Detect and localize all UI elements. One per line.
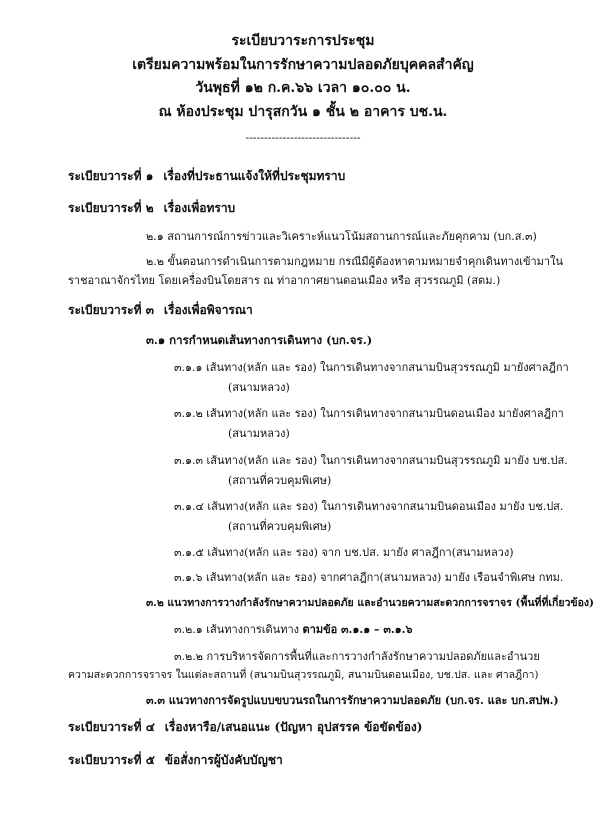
agenda-title: เรื่องหารือ/เสนอแนะ (ปัญหา อุปสรรค ข้อขัดข้อง): [164, 720, 423, 734]
agenda-label: ระเบียบวาระที่ ๕: [68, 753, 155, 767]
item-3-1-2-line2: (สนามหลวง): [228, 427, 290, 440]
agenda-title: ข้อสั่งการผู้บังคับบัญชา: [164, 753, 283, 767]
agenda-5: [68, 754, 283, 766]
item-3-2-2-line1: ๓.๒.๒ การบริหารจัดการพื้นที่และการวางกำลังรักษาความปลอดภัยและอำนวย: [174, 650, 540, 663]
agenda-label: ระเบียบวาระที่ ๓: [68, 303, 154, 317]
meeting-venue: ณ ห้องประชุม ปารุสกวัน ๑ ชั้น ๒ อาคาร บช.น.: [158, 104, 448, 120]
item-2-2-line1: ๒.๒ ขั้นตอนการดำเนินการตามกฎหมาย กรณีมีผู้ต้องหาตามหมายจำคุกเดินทางเข้ามาใน: [146, 255, 564, 268]
agenda-title: เรื่องเพื่อพิจารณา: [163, 303, 253, 317]
agenda-2: [68, 202, 235, 214]
header-divider: -------------------------------: [245, 131, 361, 144]
item-3-2: ๓.๒ แนวทางการวางกำลังรักษาความปลอดภัย และอำนวยความสะดวกการจราจร (พื้นที่ที่เกี่ยวข้อง): [146, 597, 594, 609]
agenda-title: เรื่องที่ประธานแจ้งให้ที่ประชุมทราบ: [163, 169, 346, 183]
item-3-1-4-line2: (สถานที่ควบคุมพิเศษ): [228, 520, 332, 533]
meeting-subject: เตรียมความพร้อมในการรักษาความปลอดภัยบุคคลสำคัญ: [132, 57, 474, 73]
agenda-label: ระเบียบวาระที่ ๔: [68, 720, 155, 734]
agenda-3: [68, 304, 253, 316]
item-3-1-3-line1: ๓.๑.๓ เส้นทาง(หลัก และ รอง) ในการเดินทางจากสนามบินสุวรรณภูมิ มายัง บช.ปส.: [174, 454, 568, 467]
item-3-2-1: [174, 624, 412, 635]
agenda-4: [68, 721, 422, 733]
document-title: ระเบียบวาระการประชุม: [231, 33, 375, 49]
agenda-title: เรื่องเพื่อทราบ: [163, 201, 236, 215]
item-3-1: ๓.๑ การกำหนดเส้นทางการเดินทาง (บก.จร.): [146, 333, 373, 347]
item-3-1-4-line1: ๓.๑.๔ เส้นทาง(หลัก และ รอง) ในการเดินทางจากสนามบินดอนเมือง มายัง บช.ปส.: [174, 500, 564, 513]
meeting-datetime: วันพุธที่ ๑๒ ก.ค.๖๖ เวลา ๑๐.๐๐ น.: [195, 80, 411, 96]
item-3-3: ๓.๓ แนวทางการจัดรูปแบบขบวนรถในการรักษาความปลอดภัย (บก.จร. และ บก.สปพ.): [146, 694, 559, 707]
item-3-1-5: ๓.๑.๕ เส้นทาง(หลัก และ รอง) จาก บช.ปส. มายัง ศาลฎีกา(สนามหลวง): [174, 546, 514, 559]
agenda-1: [68, 170, 345, 182]
agenda-label: ระเบียบวาระที่ ๒: [68, 201, 154, 215]
item-2-1: ๒.๑ สถานการณ์การข่าวและวิเคราะห์แนวโน้มสถานการณ์และภัยคุกคาม (บก.ส.๓): [146, 230, 537, 243]
item-3-1-6: ๓.๑.๖ เส้นทาง(หลัก และ รอง) จากศาลฎีกา(สนามหลวง) มายัง เรือนจำพิเศษ กทม.: [174, 571, 564, 584]
item-3-1-3-line2: (สถานที่ควบคุมพิเศษ): [228, 474, 332, 487]
item-3-1-2-line1: ๓.๑.๒ เส้นทาง(หลัก และ รอง) ในการเดินทางจากสนามบินดอนเมือง มายังศาลฎีกา: [174, 407, 564, 420]
item-3-1-1-line2: (สนามหลวง): [228, 381, 290, 394]
item-3-2-1-text: ๓.๒.๑ เส้นทางการเดินทาง: [174, 623, 303, 636]
item-2-2-line2: ราชอาณาจักรไทย โดยเครื่องบินโดยสาร ณ ท่าอากาศยานดอนเมือง หรือ สุวรรณภูมิ (สตม.): [68, 274, 501, 287]
agenda-label: ระเบียบวาระที่ ๑: [68, 169, 154, 183]
item-3-2-2-line2: ความสะดวกการจราจร ในแต่ละสถานที่ (สนามบินสุวรรณภูมิ, สนามบินดอนเมือง, บช.ปส. และ ศาลฎีกา): [68, 669, 539, 681]
item-3-1-1-line1: ๓.๑.๑ เส้นทาง(หลัก และ รอง) ในการเดินทางจากสนามบินสุวรรณภูมิ มายังศาลฎีกา: [174, 361, 569, 374]
item-3-2-1-reference: ตามข้อ ๓.๑.๑ – ๓.๑.๖: [302, 623, 413, 636]
